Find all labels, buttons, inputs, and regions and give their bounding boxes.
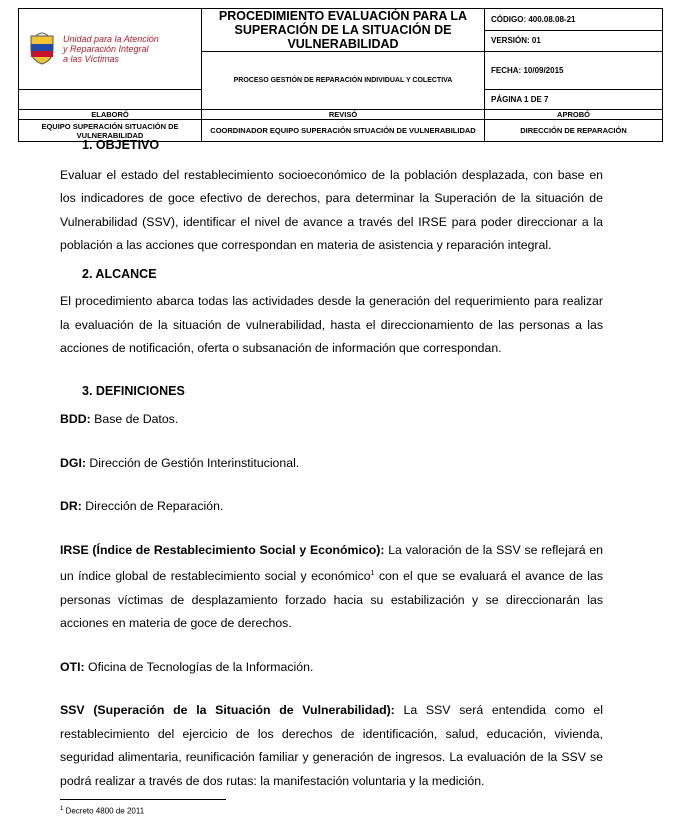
logo-line-2: y Reparación Integral — [63, 44, 149, 54]
document-header — [18, 8, 663, 142]
section-objetivo-text: Evaluar el estado del restablecimiento socioeconómico de la población desplazada, con base en los indicadores de goce efectivo de derechos, para determinar la Superación de la situación de Vulnerabilidad (SSV), identificar el nivel de avance a través del IRSE para poder direccionar a la población a las acciones que correspondan en materia de asistencia y reparación integral. — [60, 167, 603, 252]
definition-bdd — [60, 408, 603, 432]
aprobo-label: APROBÓ — [485, 110, 663, 120]
definition-text: Dirección de Gestión Interinstitucional. — [85, 455, 300, 470]
definition-term: DGI: — [60, 455, 86, 470]
document-code: CÓDIGO: 400.08.08-21 — [485, 9, 663, 31]
document-version: VERSIÓN: 01 — [485, 30, 663, 52]
document-title: PROCEDIMIENTO EVALUACIÓN PARA LA SUPERACIÓN DE LA SITUACIÓN DE VULNERABILIDAD — [202, 9, 485, 52]
section-definiciones-title: 3. DEFINICIONES — [82, 383, 185, 398]
section-objetivo-title: 1. OBJETIVO — [82, 138, 160, 152]
definition-text: Dirección de Reparación. — [81, 499, 224, 513]
definition-text: Base de Datos. — [90, 412, 179, 426]
document-body — [60, 130, 603, 793]
footnote-ref: 1 — [370, 570, 375, 577]
definition-oti — [60, 656, 603, 680]
document-date: FECHA: 10/09/2015 — [485, 52, 663, 90]
definition-dgi — [60, 452, 603, 476]
process-name: PROCESO GESTIÓN DE REPARACIÓN INDIVIDUAL Y COLECTIVA — [202, 52, 485, 110]
footnote-text: Decreto 4800 de 2011 — [63, 806, 145, 816]
elaboro-value: EQUIPO SUPERACIÓN SITUACIÓN DE VULNERABILIDAD — [19, 120, 202, 142]
footnote-divider — [60, 799, 226, 800]
definition-term: SSV (Superación de la Situación de Vulnerabilidad): — [60, 703, 395, 718]
page-number: PÁGINA 1 DE 7 — [485, 90, 663, 110]
definition-ssv — [60, 699, 603, 793]
aprobo-value: DIRECCIÓN DE REPARACIÓN — [485, 120, 663, 142]
definition-term: IRSE (Índice de Restablecimiento Social y Económico): — [60, 542, 385, 557]
logo — [19, 32, 201, 66]
definition-text: La valoración de la SSV se reflejará en un índice global de restablecimiento social y económico — [60, 542, 604, 584]
definition-term: DR: — [60, 499, 82, 513]
definition-text: La SSV será entendida como el restablecimiento del ejercicio de los derechos de identificación, salud, educación, vivienda, seguridad alimentaria, reunificación familiar y generación de ingresos. La evaluación de la SSV se podrá realizar a través de dos rutas: la manifestación voluntaria y la medición. — [60, 703, 603, 788]
definition-dr — [60, 495, 603, 519]
definition-text: Oficina de Tecnologías de la Información. — [84, 659, 314, 674]
footnote — [60, 806, 144, 816]
definition-term: OTI: — [60, 659, 85, 674]
definition-term: BDD: — [60, 412, 91, 426]
definition-text: con el que se evaluará el avance de las personas víctimas de desplazamiento forzado hacia su estabilización y se direccionarán las acciones en materia de goce de derechos. — [60, 569, 603, 631]
section-alcance-text: El procedimiento abarca todas las actividades desde la generación del requerimiento para realizar la evaluación de la situación de vulnerabilidad, hasta el direccionamiento de las personas a las acciones de notificación, oferta o subsanación de información que correspondan. — [60, 294, 603, 355]
logo-text — [63, 34, 159, 64]
logo-line-1: Unidad para la Atención — [63, 34, 159, 44]
logo-line-3: a las Víctimas — [63, 54, 120, 64]
reviso-label: REVISÓ — [202, 110, 485, 120]
logo-cell-bottom — [19, 90, 202, 110]
definition-irse — [60, 539, 603, 636]
section-alcance-title: 2. ALCANCE — [82, 266, 157, 281]
elaboro-label: ELABORÓ — [19, 110, 202, 120]
footnote-number: 1 — [60, 806, 64, 812]
coat-of-arms-icon — [27, 32, 57, 66]
reviso-value: COORDINADOR EQUIPO SUPERACIÓN SITUACIÓN DE VULNERABILIDAD — [202, 120, 485, 142]
logo-cell — [19, 9, 202, 90]
